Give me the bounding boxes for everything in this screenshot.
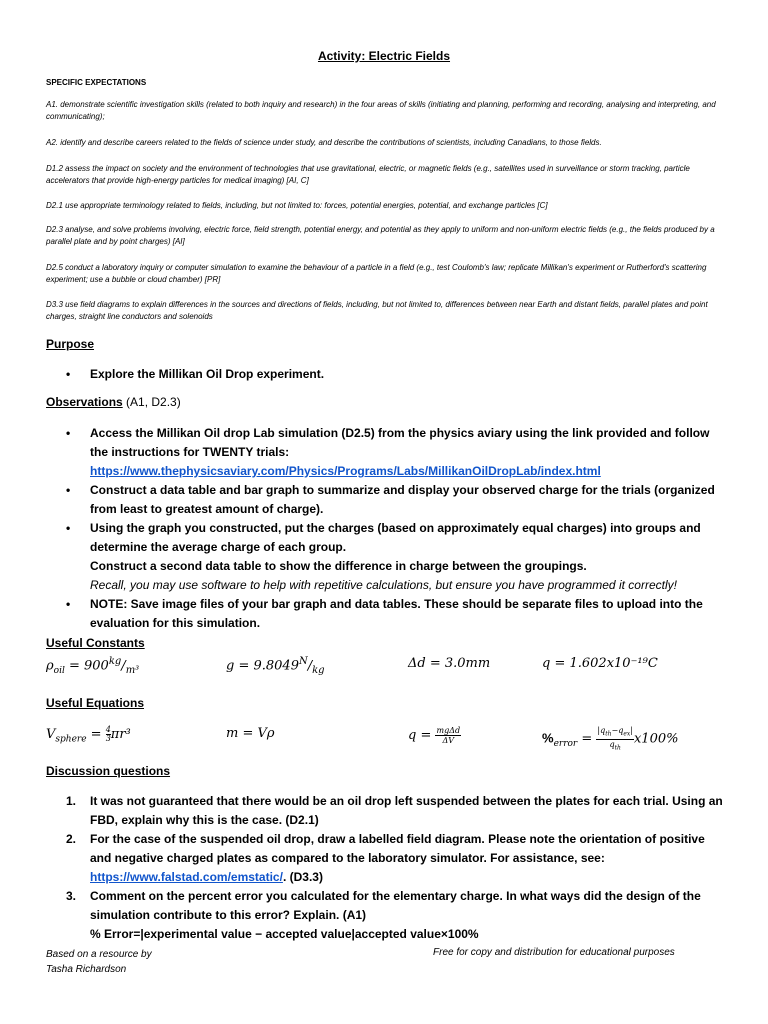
question-2-after: . (D3.3) <box>282 870 323 884</box>
useful-equations-heading: Useful Equations <box>46 696 145 710</box>
percent-error-equation <box>542 726 678 752</box>
percent-error-formula: % Error=|experimental value − accepted value|accepted value×100% <box>90 927 479 941</box>
footer-license: Free for copy and distribution for educational purposes <box>433 947 675 958</box>
constants-row <box>46 656 726 680</box>
observation-1-bold: TWENTY <box>202 445 254 459</box>
discussion-question-1 <box>66 792 726 830</box>
expectation-d2-3: D2.3 analyse, and solve problems involving, electric force, field strength, potential energy, and potential as they apply to uniform and non-uniform electric fields (e.g., the fields produced by a parallel plate and by point charges) [AI] <box>46 225 715 246</box>
error-equals: = <box>577 731 597 747</box>
volume-subscript: sphere <box>55 734 87 745</box>
error-fraction <box>596 726 634 752</box>
charge-numerator: mgΔd <box>436 726 461 735</box>
physics-aviary-link[interactable]: https://www.thephysicsaviary.com/Physics/Programs/Labs/MillikanOilDropLab/index.html <box>90 464 601 478</box>
purpose-heading: Purpose <box>46 337 95 351</box>
expectation-d1-2: D1.2 assess the impact on society and the environment of technologies that use gravitational, electric, or magnetic fields (e.g., satellites used in surveillance or storm tracking, particle accelerators that provide high-energy particles for medical imaging) [AI, C] <box>46 164 690 185</box>
gravity-value: g = 9.8049 <box>226 658 299 674</box>
expectation-a2: A2. identify and describe careers related to the fields of science under study, and describe the contributions of scientists, including Canadians, to those fields. <box>46 138 602 147</box>
charge-equation <box>408 726 461 745</box>
expectation-d2-5: D2.5 conduct a laboratory inquiry or computer simulation to examine the behaviour of a particle in a field (e.g., test Coulomb's law; replicate Millikan's experiment or Rutherford's scattering experiment; use a bubble or cloud chamber) [PR] <box>46 263 707 284</box>
purpose-bullet: • Explore the Millikan Oil Drop experiment. <box>66 365 726 384</box>
purpose-list <box>66 365 726 384</box>
charge-denominator: ΔV <box>442 736 455 745</box>
observation-bullet-2: • Construct a data table and bar graph to summarize and display your observed charge for the trials (organized from least to greatest amount of charge). <box>66 481 726 519</box>
observations-heading-codes: (A1, D2.3) <box>122 395 181 409</box>
question-number-3: 3. <box>66 889 77 903</box>
observations-heading-label: Observations <box>46 395 123 409</box>
falstad-link[interactable]: https://www.falstad.com/emstatic/ <box>90 870 283 884</box>
error-tail: x100% <box>633 731 679 747</box>
expectation-a1: A1. demonstrate scientific investigation skills (related to both inquiry and research) in the four areas of skills (initiating and planning, performing and recording, analysing and interpreting, and communicating); <box>46 100 716 121</box>
fraction-numerator: 4 <box>105 725 111 734</box>
observations-heading <box>46 395 181 409</box>
error-den-sub: th <box>614 744 621 752</box>
specific-expectations-heading: SPECIFIC EXPECTATIONS <box>46 78 147 87</box>
gravity-unit-denominator: kg <box>312 664 325 676</box>
question-1-text: It was not guaranteed that there would be an oil drop left suspended between the plates for each trial. Using an FBD, explain why this is the case. (D2.1) <box>90 794 723 827</box>
footer-attribution <box>46 947 152 977</box>
error-denominator <box>596 740 634 753</box>
rho-value: = 900 <box>64 658 109 674</box>
observation-bullet-1 <box>66 424 726 481</box>
question-number-1: 1. <box>66 794 77 808</box>
rho-unit-denominator: m³ <box>125 664 140 676</box>
expectation-d3-3: D3.3 use field diagrams to explain differences in the sources and directions of fields, including, but not limited to, differences between near Earth and distant fields, parallel plates and point charges, straight line conductors and solenoids <box>46 300 708 321</box>
observation-1-text: Access the Millikan Oil drop Lab simulation (D2.5) from the physics aviary using the link provided and follow the instructions for <box>90 426 710 459</box>
observation-3-recall: Recall, you may use software to help with repetitive calculations, but ensure you have programmed it correctly! <box>90 578 677 592</box>
question-number-2: 2. <box>66 832 77 846</box>
rho-subscript: oil <box>53 665 65 676</box>
observation-3-line2: Construct a second data table to show the difference in charge between the groupings. <box>90 559 587 573</box>
error-num-sub2: ex <box>623 730 631 738</box>
charge-fraction <box>435 726 461 745</box>
charge-lhs: q = <box>408 728 436 743</box>
discussion-question-2 <box>66 830 726 887</box>
question-2-text: For the case of the suspended oil drop, draw a labelled field diagram. Please note the orientation of positive and negative charged plates as compared to the laboratory simulator. For assistance, see: <box>90 832 705 865</box>
observations-list <box>66 424 726 633</box>
volume-symbol: V <box>46 727 56 742</box>
error-numerator <box>596 726 634 740</box>
oil-density-constant: $\rho_{oil} = 900^{kg}/_{m^3}$ <box>46 656 140 676</box>
percent-symbol: % <box>542 730 554 746</box>
observation-bullet-3 <box>66 519 726 595</box>
question-3-bold: percent error <box>188 889 263 903</box>
expectation-d2-1: D2.1 use appropriate terminology related to fields, including, but not limited to: forces, potential energies, potential, and exchange particles [C] <box>46 201 548 210</box>
error-num-part1: |q <box>597 726 606 735</box>
discussion-heading: Discussion questions <box>46 764 171 778</box>
question-3-text-b: you calculated for the elementary charge. In what ways did the design of the simulation contribute to this error? Explain. (A1) <box>90 889 701 922</box>
rho-unit-numerator: kg <box>108 656 122 667</box>
mass-equation: m = Vρ <box>226 726 275 741</box>
equations-row <box>46 726 726 750</box>
error-num-part3: | <box>630 726 633 735</box>
error-subscript: error <box>553 739 578 750</box>
question-3-text-a: Comment on the <box>90 889 188 903</box>
gravity-constant: $g = 9.8049^N/_{kg}$ <box>226 656 325 676</box>
discussion-question-3 <box>66 887 726 944</box>
rho-symbol: ρ <box>46 658 54 674</box>
gravity-unit-numerator: N <box>298 656 308 667</box>
observation-1-after: trials: <box>253 445 290 459</box>
error-den-part: q <box>609 739 615 749</box>
footer-based-on: Based on a resource by <box>46 949 152 960</box>
discussion-list <box>66 792 726 944</box>
error-num-part2: −q <box>611 726 624 735</box>
observation-3-line1: Using the graph you constructed, put the charges (based on approximately equal charges) into groups and determine the average charge of each group. <box>90 521 701 554</box>
error-num-sub1: th <box>605 730 612 738</box>
volume-equals: = <box>86 727 106 742</box>
volume-rest: πr³ <box>110 727 131 742</box>
page-title: Activity: Electric Fields <box>317 49 451 63</box>
elementary-charge-constant: q = 1.602x10⁻¹⁹C <box>542 656 658 671</box>
useful-constants-heading: Useful Constants <box>46 636 145 650</box>
fraction-denominator: 3 <box>105 734 111 743</box>
footer-author: Tasha Richardson <box>46 964 127 975</box>
plate-distance-constant: Δd = 3.0mm <box>408 656 491 671</box>
sphere-volume-equation <box>46 726 131 745</box>
observation-bullet-4: • NOTE: Save image files of your bar graph and data tables. These should be separate files to upload into the evaluation for this simulation. <box>66 595 726 633</box>
